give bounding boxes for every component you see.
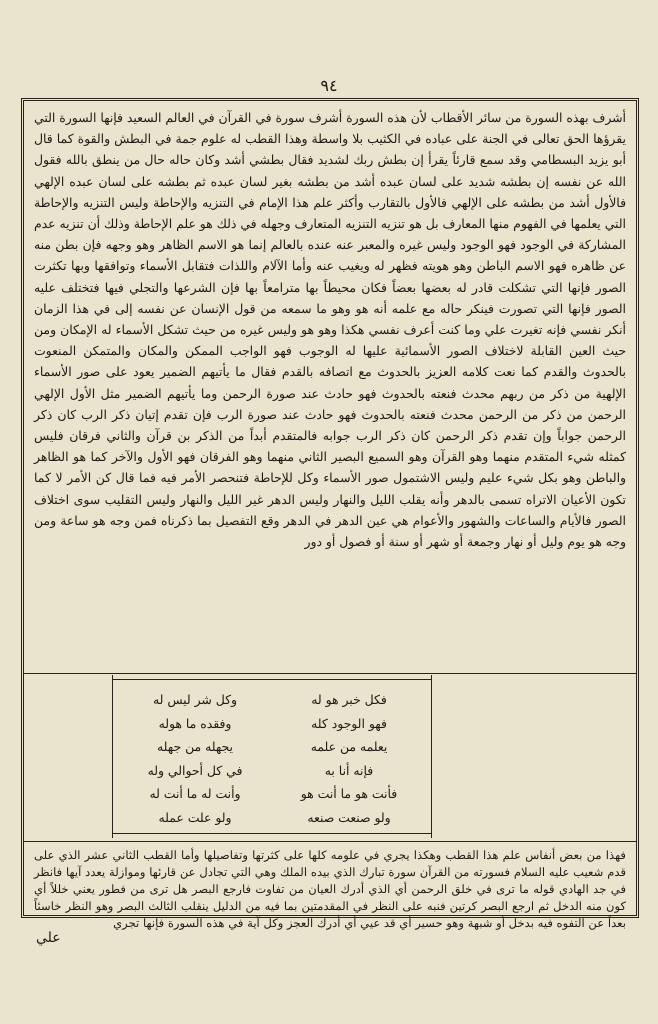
bottom-divider <box>24 841 636 842</box>
verse-column-right <box>284 688 414 829</box>
text-line: وبها تكثرت الصور فإنها التي تشكلت قادر له بعضها بعضاً فكان محيطاً بها مترامعاً بها فإن الشرعها والتجلي <box>34 258 626 295</box>
text-line: بل هو تنزيه التنزيه المتعارف وجهله في ذلك هو علم الإحاطة وذلك أن تنزيه عدم المشاركة في الوجود <box>34 216 626 253</box>
text-line: فإنها السورة التي يقرؤها الحق تعالى في الجنة على عباده في الكثيب بلا واسطة وهذا القطب له علوم <box>34 110 626 147</box>
text-line: وأكثر علم هذا الإمام في التنزيه والإحاطة وليس التنزيه والإحاطة التي يعلمها في الفهوم منها المعارف <box>34 194 626 232</box>
text-line: فيها فتختلف عليه الصور فإنها التي تصورت فينكر حاله مع علمه أنه هو وهو ما سمعه من قول الإنسان <box>34 279 626 316</box>
text-line: جمة في البطش والقوة كما قال أبو يزيد البسطامي وقد سمع قارئاً يقرأ إن بطش ربك لشديد فقال بطشي <box>34 131 626 168</box>
text-line: أشد وكان حاله حال من ينطق بالله فقول الله عن نفسه إن بطشه شديد على لسان عبده أشد من بطشه <box>34 152 626 189</box>
text-line: الليل والنهار وليس الدهر غير الليل والنهار وليس التقليب سوى اختلاف الصور فالأيام والساعات <box>34 491 626 528</box>
text-frame <box>21 98 639 930</box>
catchword: علي <box>36 930 61 946</box>
text-line: عن نفسه إلى في هذا الزمان أنكر نفسي فإنه تغيرت علي وما كنت أعرف نفسي هكذا وهو هو وليس <box>34 300 626 338</box>
verse-box <box>112 679 432 834</box>
text-line: الوجوب فهو الواجب الممكن والمكان والمتمكن المنعوت بالحدوث والقدم كما نعت كلامه العزيز <box>34 343 626 380</box>
text-line: ذكر الرحمن جواباً وإن تقدم ذكر الرحمن كان ذكر الرب جوابه فالمتقدم أبداً من الذكر بن قرآن <box>34 406 626 444</box>
text-line: وكل للإحاطة فتنحصر الأمر فيه فما قال كن الأمر لا كما تكون الأعيان الاتراه تسمى بالدهر وأنه يقلب <box>34 470 626 507</box>
verse-line: يجهله من جهله <box>157 739 233 754</box>
text-line: أدرك العيان من تفاوت فارجع البصر هل ترى من فطور يعني خللاً أي كون منه الدخل ثم ارجع البصر <box>34 882 627 913</box>
verse-line: وفقده ما هوله <box>158 715 232 731</box>
verse-line: وكل شر ليس له <box>152 692 238 707</box>
verse-line: فكل خبر هو له <box>311 692 387 707</box>
text-line: فهذا من بعض أنفاس علم هذا القطب وهكذا يجري في علومه كلها على كثرتها وتفاصيلها وأما القطب <box>139 848 626 862</box>
text-line: محدث فنعته بالحدوث فهو حادث عند صورة الرحمن وما يأتيهم الضمير مثل الأول الإلهي الرحمن من ذكر <box>34 385 626 422</box>
text-line: أشرف بهذه السورة من سائر الأقطاب لأن هذه السورة أشرف سورة في القرآن في العالم السعيد <box>122 110 626 125</box>
bottom-text-block <box>34 847 627 930</box>
text-line: والشهور والأعوام هي عين الدهر في الدهر وقع التفصيل بما ذكرناه فمن وجه هو ساعة ومن وجه <box>34 512 626 550</box>
verse-line: ولو علت عمله <box>158 809 232 825</box>
text-line: غيره من حيث تشكل الأسماء له الإمكان ومن حيث العين القابلة لاختلاف الصور الأسمائية عليها له <box>34 322 626 359</box>
main-text-block <box>34 107 626 667</box>
verse-line: في كل أحوالي وله <box>147 762 243 778</box>
verse-column-left <box>130 688 260 829</box>
text-line: التفوه فيه بدخل أو شبهة وهو حسير أي قد عيي أي أدرك العجز وكل آية في هذه السورة فإنها تجري <box>113 916 585 930</box>
verse-line: فأنت هو ما أنت هو <box>300 786 398 801</box>
text-line: بغير لسان عبده ثم بطشه على لسان عبده الإلهي فالأول أشد من بطشه على الإلهي فالأول بالتقارب <box>34 173 626 210</box>
text-line: والثاني فرقان فليس كمثله شيء المتقدم منهما وهو القرآن وهو السميع البصير الثاني منهما وهو <box>34 428 626 465</box>
verse-line: ولو صنعت صنعه <box>307 809 391 825</box>
text-line: بالحدوث مع اتصافه بالقدم فقال ما يأتيهم الضمير يعود على صور الأسماء الإلهية من ذكر من ربهم <box>34 364 627 401</box>
text-line: هو يوم وليل أو نهار وجمعة أو شهر أو سنة أو فصول أو دور <box>304 534 602 550</box>
verse-line: فإنه أنا به <box>324 762 374 778</box>
text-line: فهو الوجود وليس غيره والمعبر عنه عنده بالعالم إنما هو الاسم الظاهر وهو وجهه فإن بطن منه عن ظاهره <box>34 237 626 274</box>
text-line: الفرقان فهو الأول والآخر كما هو الظاهر والباطن وهو بكل شيء عليم وليس الاشتمول صور الأسماء <box>34 449 626 486</box>
text-line: كرتين فنبه على النظر في المقدمتين بما فيه من الدليل ينقلب الثالث البصر وهو النظر خاسئاً بعداً عن <box>34 899 626 930</box>
top-divider <box>24 673 636 674</box>
text-line: الثاني عشر الذي على قدم شعيب عليه السلام فسورته من القرآن سورة تبارك الذي بيده الملك وهي <box>34 848 626 879</box>
page-number: ٩٤ <box>320 76 338 95</box>
verse-line: يعلمه من علمه <box>310 739 388 754</box>
verse-line: فهو الوجود كله <box>311 715 387 731</box>
text-line: فهو الاسم الباطن وهو هويته فظهر له ويغيب عنه وأما الآلام واللذات فتقابل الأسماء وتوافقها <box>89 258 567 274</box>
text-line: من الرحمن محدث فنعته بالحدوث فهو حادث عند صورة الرب فإن تقدم إتيان ذكر الرب كان <box>52 406 539 422</box>
verse-line: وأنت له ما أنت له <box>149 786 241 801</box>
text-line: التي تجادل عن قارئها وموازلة يعدد آيها فانظر في جد الهادي قوله ما ترى في خلق الرحمن أي الذي <box>34 865 626 896</box>
